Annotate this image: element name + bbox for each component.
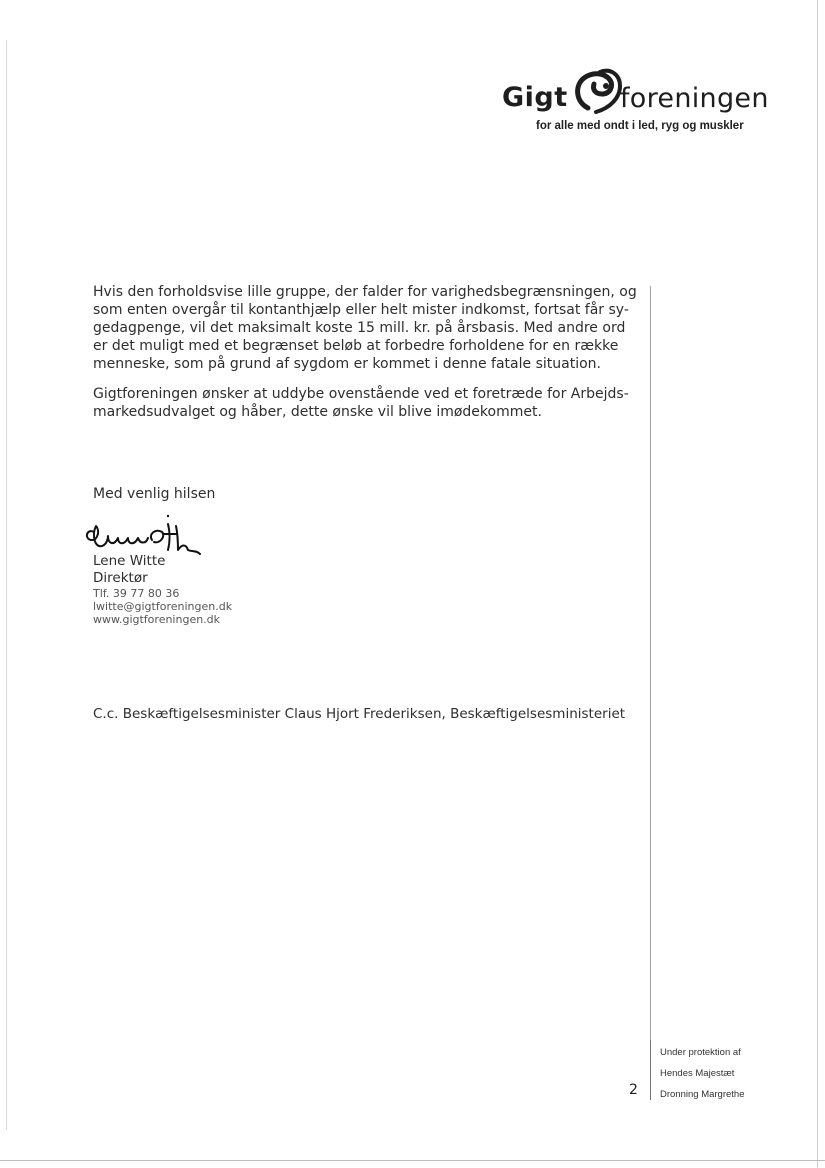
paragraph-2 [93, 385, 629, 421]
paragraph-2-line: markedsudvalget og håber, dette ønske vil blive imødekommet. [93, 404, 542, 420]
margin-rule [650, 286, 651, 1094]
paragraph-2-line: Gigtforeningen ønsker at uddybe ovenstående ved et foretræde for Arbejds- [93, 386, 629, 402]
patron-line: Dronning Margrethe [660, 1089, 745, 1100]
patron-line: Hendes Majestæt [660, 1068, 735, 1079]
closing-salutation: Med venlig hilsen [93, 486, 216, 502]
gigtforeningen-logo [498, 64, 778, 144]
logo-emblem-icon [570, 64, 626, 120]
contact-phone: Tlf. 39 77 80 36 [93, 587, 180, 600]
logo-word-foreningen: foreningen [620, 83, 769, 114]
patron-rule [650, 1040, 651, 1100]
logo-tagline: for alle med ondt i led, ryg og muskler [536, 120, 744, 132]
paragraph-1 [93, 283, 637, 373]
logo-word-gigt: Gigt [502, 82, 568, 113]
patron-line: Under protektion af [660, 1047, 741, 1058]
contact-email[interactable]: lwitte@gigtforeningen.dk [93, 600, 233, 613]
paragraph-1-line: menneske, som på grund af sygdom er kommet i denne fatale situation. [93, 356, 601, 372]
signatory-name: Lene Witte [93, 553, 166, 569]
paragraph-1-line: som enten overgår til kontanthjælp eller helt mister indkomst, fortsat får sy- [93, 302, 629, 318]
paragraph-1-line: gedagpenge, vil det maksimalt koste 15 mill. kr. på årsbasis. Med andre ord [93, 320, 626, 336]
signatory-title: Direktør [93, 570, 148, 586]
contact-website[interactable]: www.gigtforeningen.dk [93, 613, 221, 626]
paragraph-1-line: Hvis den forholdsvise lille gruppe, der falder for varighedsbegrænsningen, og [93, 284, 637, 300]
scan-edge-bottom [0, 1160, 825, 1161]
page-number: 2 [629, 1082, 638, 1098]
paragraph-1-line: er det muligt med et begrænset beløb at forbedre forholdene for en række [93, 338, 619, 354]
scan-edge-left [6, 40, 7, 1130]
cc-line: C.c. Beskæftigelsesminister Claus Hjort Frederiksen, Beskæftigelsesministeriet [93, 706, 626, 722]
scan-edge-right [817, 0, 818, 1168]
